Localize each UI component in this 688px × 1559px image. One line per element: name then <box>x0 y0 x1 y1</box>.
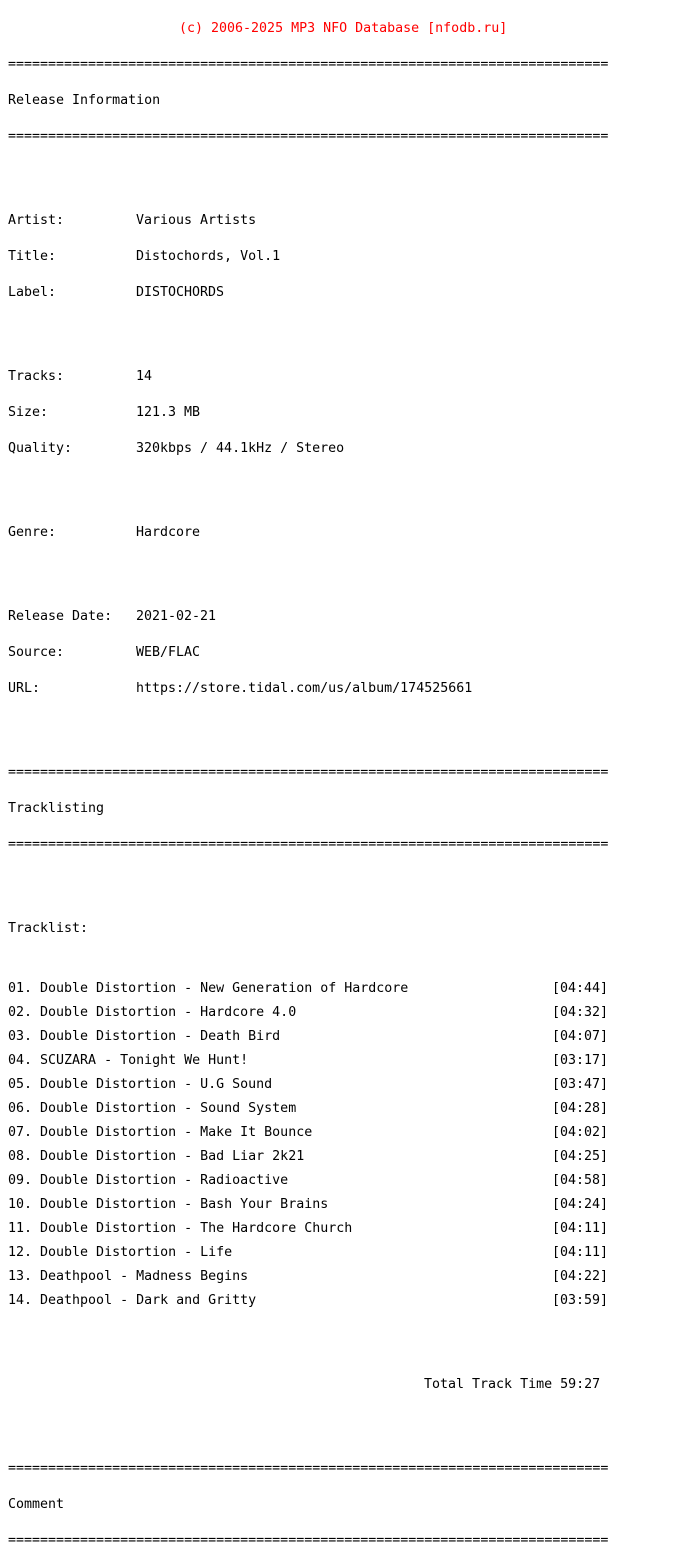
header-line <box>8 23 608 35</box>
field-label: Source: <box>8 645 65 660</box>
track-title: 03. Double Distortion - Death Bird <box>8 1029 281 1044</box>
track-duration: [04:11] <box>552 1221 609 1236</box>
separator: =========================================================================== <box>8 57 609 72</box>
separator: =========================================================================== <box>8 1461 609 1476</box>
field-label: Quality: <box>8 441 73 456</box>
track-title: 11. Double Distortion - The Hardcore Church <box>8 1221 353 1236</box>
track-title: 04. SCUZARA - Tonight We Hunt! <box>8 1053 249 1068</box>
track-title: 10. Double Distortion - Bash Your Brains <box>8 1197 329 1212</box>
track-duration: [04:07] <box>552 1029 609 1044</box>
track-duration: [04:25] <box>552 1149 609 1164</box>
track-row <box>8 1079 608 1091</box>
track-duration: [04:02] <box>552 1125 609 1140</box>
total-track-time: Total Track Time 59:27 <box>424 1377 601 1392</box>
field-label: Artist: <box>8 213 65 228</box>
field-value: https://store.tidal.com/us/album/174525661 <box>136 681 473 696</box>
field-value: DISTOCHORDS <box>136 285 225 300</box>
field-label: Size: <box>8 405 49 420</box>
section-title-tracklisting: Tracklisting <box>8 801 105 816</box>
field-quality <box>8 443 608 455</box>
track-title: 12. Double Distortion - Life <box>8 1245 233 1260</box>
section-title-comment: Comment <box>8 1497 65 1512</box>
track-duration: [04:24] <box>552 1197 609 1212</box>
tracklist-heading: Tracklist: <box>8 921 89 936</box>
track-title: 07. Double Distortion - Make It Bounce <box>8 1125 313 1140</box>
track-row <box>8 1295 608 1307</box>
track-row <box>8 1127 608 1139</box>
section-title-release-information: Release Information <box>8 93 161 108</box>
track-duration: [04:22] <box>552 1269 609 1284</box>
track-row <box>8 1055 608 1067</box>
field-title <box>8 251 608 263</box>
field-label: Tracks: <box>8 369 65 384</box>
total-track-time-row <box>8 1379 608 1391</box>
field-label: Title: <box>8 249 57 264</box>
field-label: URL: <box>8 681 41 696</box>
track-row <box>8 1271 608 1283</box>
track-duration: [04:44] <box>552 981 609 996</box>
track-row <box>8 1151 608 1163</box>
field-size <box>8 407 608 419</box>
field-tracks <box>8 371 608 383</box>
separator: =========================================================================== <box>8 129 609 144</box>
nfo-document <box>8 0 608 1559</box>
separator: =========================================================================== <box>8 765 609 780</box>
field-value: WEB/FLAC <box>136 645 201 660</box>
track-duration: [03:59] <box>552 1293 609 1308</box>
separator: =========================================================================== <box>8 1533 609 1548</box>
track-title: 13. Deathpool - Madness Begins <box>8 1269 249 1284</box>
track-title: 09. Double Distortion - Radioactive <box>8 1173 289 1188</box>
separator: =========================================================================== <box>8 837 609 852</box>
track-title: 08. Double Distortion - Bad Liar 2k21 <box>8 1149 305 1164</box>
field-label: Genre: <box>8 525 57 540</box>
field-value: Hardcore <box>136 525 201 540</box>
track-title: 02. Double Distortion - Hardcore 4.0 <box>8 1005 297 1020</box>
field-value: 320kbps / 44.1kHz / Stereo <box>136 441 345 456</box>
field-url <box>8 683 608 695</box>
track-title: 05. Double Distortion - U.G Sound <box>8 1077 273 1092</box>
track-title: 06. Double Distortion - Sound System <box>8 1101 297 1116</box>
field-value: Distochords, Vol.1 <box>136 249 281 264</box>
track-duration: [03:17] <box>552 1053 609 1068</box>
field-artist <box>8 215 608 227</box>
track-row <box>8 983 608 995</box>
track-row <box>8 1007 608 1019</box>
field-value: Various Artists <box>136 213 257 228</box>
field-value: 14 <box>136 369 153 384</box>
field-label: Release Date: <box>8 609 113 624</box>
nfodb-header-link[interactable]: (c) 2006-2025 MP3 NFO Database [nfodb.ru] <box>179 21 508 36</box>
track-duration: [04:58] <box>552 1173 609 1188</box>
track-row <box>8 1199 608 1211</box>
track-title: 01. Double Distortion - New Generation of Hardcore <box>8 981 409 996</box>
field-label-name <box>8 287 608 299</box>
field-label: Label: <box>8 285 57 300</box>
track-duration: [03:47] <box>552 1077 609 1092</box>
track-row <box>8 1103 608 1115</box>
track-row <box>8 1031 608 1043</box>
field-genre <box>8 527 608 539</box>
track-title: 14. Deathpool - Dark and Gritty <box>8 1293 257 1308</box>
track-row <box>8 1247 608 1259</box>
track-duration: [04:28] <box>552 1101 609 1116</box>
track-row <box>8 1175 608 1187</box>
track-duration: [04:11] <box>552 1245 609 1260</box>
field-release-date <box>8 611 608 623</box>
tracklist <box>8 971 608 1307</box>
field-value: 121.3 MB <box>136 405 201 420</box>
track-row <box>8 1223 608 1235</box>
field-value: 2021-02-21 <box>136 609 217 624</box>
track-duration: [04:32] <box>552 1005 609 1020</box>
field-source <box>8 647 608 659</box>
